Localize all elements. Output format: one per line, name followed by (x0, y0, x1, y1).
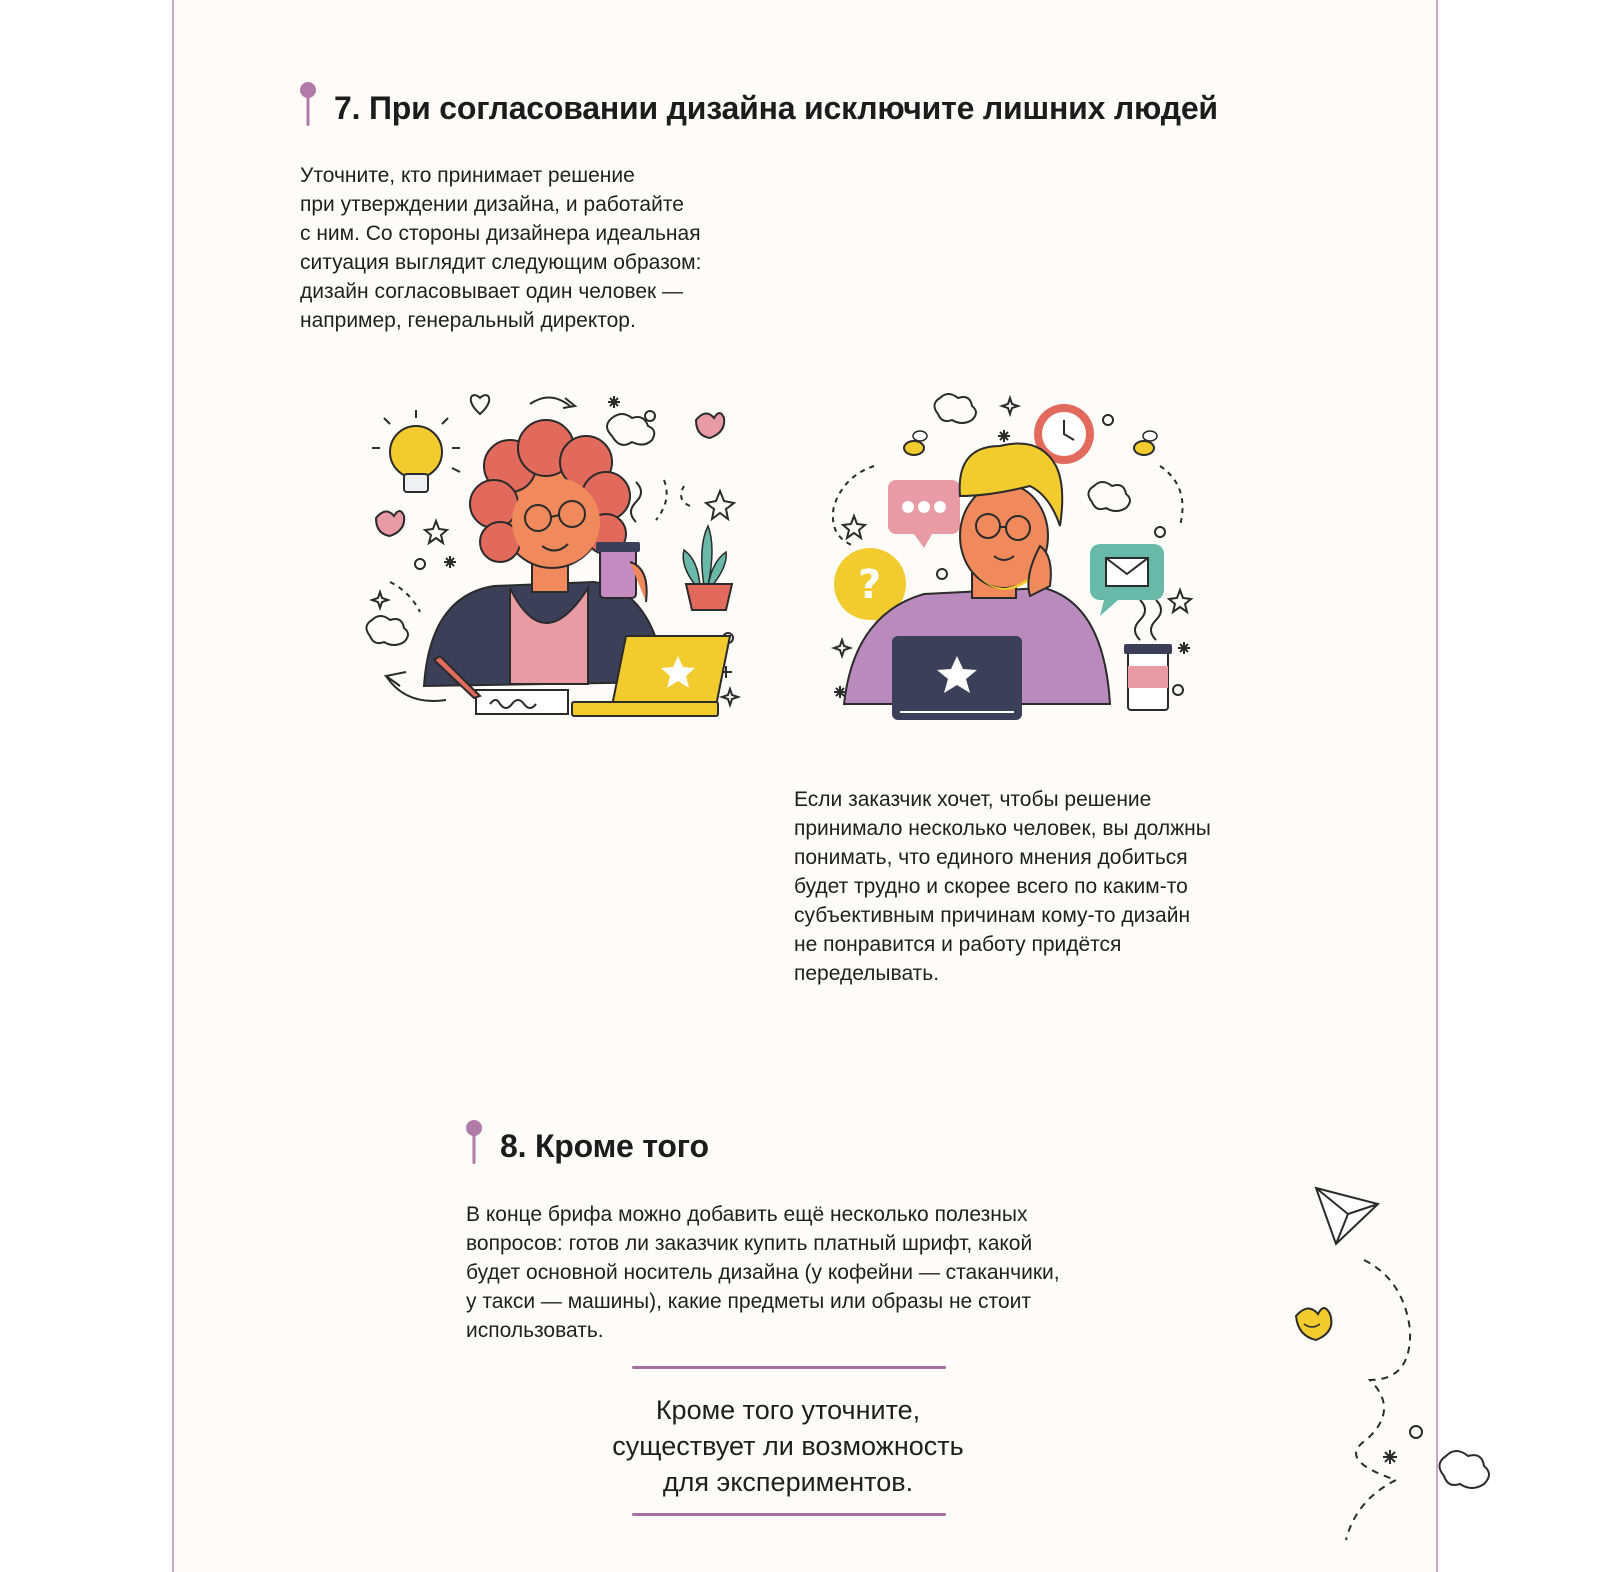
cloud-doodle-icon (1439, 1451, 1489, 1488)
plant-icon (683, 526, 732, 610)
section-8-title: 8. Кроме того (500, 1128, 709, 1164)
star-doodle-icon (1169, 590, 1191, 612)
svg-text:?: ? (858, 562, 882, 608)
chat-bubble-icon (888, 480, 960, 548)
arrow-doodle-icon (530, 397, 575, 408)
quote-bottom-divider (632, 1513, 946, 1516)
document-page (172, 0, 1438, 1572)
cloud-doodle-icon (1088, 482, 1130, 511)
heart-doodle-icon (471, 395, 489, 414)
quote-top-divider (632, 1366, 946, 1369)
coffee-cup-icon (1124, 644, 1172, 710)
section-7-intro: Уточните, кто принимает решение при утверждении дизайна, и работайте с ним. Со стороны дизайнера идеальная ситуация выглядит следующим образом: дизайн согласовывает один человек — например, генеральный директор. (300, 164, 702, 332)
pin-marker-icon (298, 80, 318, 130)
star-doodle-icon (706, 491, 734, 519)
mail-bubble-icon (1090, 544, 1164, 616)
coffee-cup-icon (596, 542, 647, 602)
star-doodle-icon (425, 521, 447, 543)
star-doodle-icon (843, 516, 865, 538)
man-illustration (804, 386, 1204, 726)
paper-plane-doodle (1294, 1180, 1514, 1510)
bird-icon (1296, 1308, 1331, 1340)
laptop-icon (892, 636, 1022, 720)
pin-marker-icon (464, 1118, 484, 1168)
bee-icon (1134, 431, 1157, 455)
section-7-title: 7. При согласовании дизайна исключите лишних людей (334, 90, 1218, 126)
cloud-doodle-icon (607, 414, 654, 445)
lightbulb-icon (372, 410, 460, 492)
woman-illustration (360, 386, 760, 726)
bird-icon (376, 511, 404, 536)
section-8-body: В конце брифа можно добавить ещё несколько полезных вопросов: готов ли заказчик купить платный шрифт, какой будет основной носитель дизайна (у кофейни — стаканчики, у такси — машины), какие предметы или образы не стоит использовать. (466, 1203, 1060, 1342)
quote-text: Кроме того уточните, существует ли возможность для экспериментов. (612, 1395, 964, 1497)
cloud-doodle-icon (366, 616, 408, 645)
cloud-doodle-icon (934, 394, 976, 423)
bird-icon (696, 413, 724, 438)
bee-icon (904, 431, 927, 455)
section-7-second: Если заказчик хочет, чтобы решение принимало несколько человек, вы должны понимать, что единого мнения добиться будет трудно и скорее всего по каким-то субъективным причинам кому-то дизайн не понравится и работу придётся переделывать. (794, 788, 1211, 985)
steam-doodle-icon (1135, 600, 1161, 640)
